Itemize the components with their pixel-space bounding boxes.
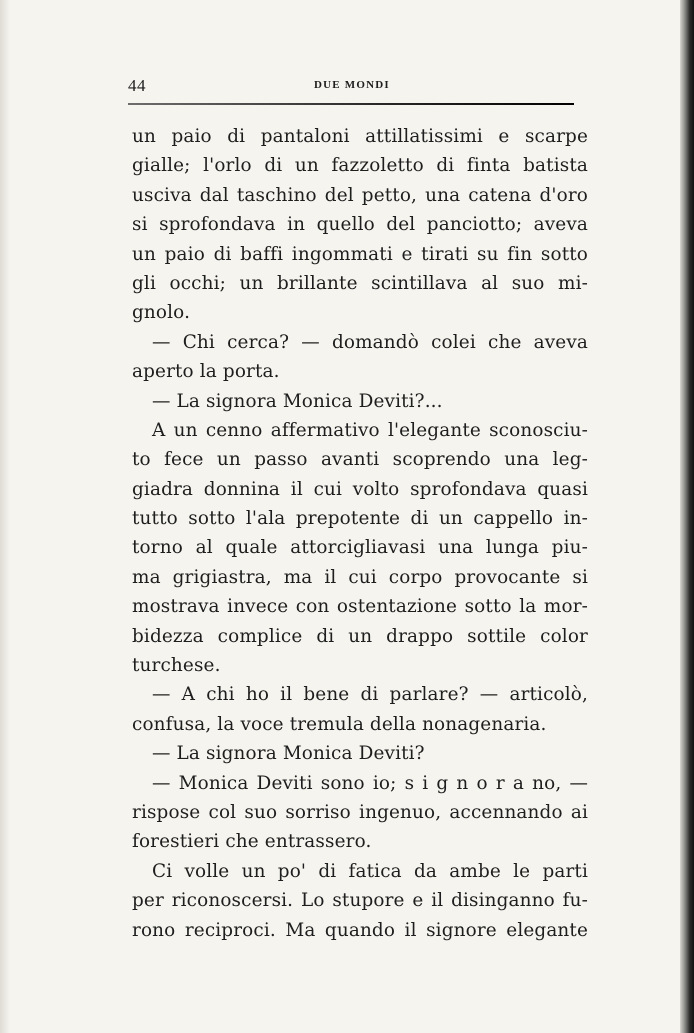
text-line: giadra donnina il cui volto sprofondava quasi xyxy=(132,478,588,500)
text-line: aperto la porta. xyxy=(132,361,280,383)
text-line: per riconoscersi. Lo stupore e il disinganno fu- xyxy=(132,890,588,912)
text-line: to fece un passo avanti scoprendo una leg- xyxy=(132,449,588,471)
text-line: un paio di pantaloni attillatissimi e scarpe xyxy=(132,126,588,147)
body-text xyxy=(132,122,588,945)
page-left-shadow xyxy=(0,0,10,1033)
text-line: bidezza complice di un drappo sottile color xyxy=(132,625,588,647)
text-line: mostrava invece con ostentazione sotto la mor- xyxy=(132,596,588,618)
text-line: — Chi cerca? — domandò colei che aveva xyxy=(152,331,588,353)
text-line: usciva dal taschino del petto, una catena d'oro xyxy=(132,184,588,206)
text-line: gli occhi; un brillante scintillava al suo mi- xyxy=(132,272,588,294)
text-line: gnolo. xyxy=(132,302,191,324)
text-line: gialle; l'orlo di un fazzoletto di finta batista xyxy=(132,155,588,177)
text-line: tutto sotto l'ala prepotente di un cappello in- xyxy=(132,508,588,530)
text-line: Ci volle un po' di fatica da ambe le parti xyxy=(152,860,588,882)
text-line: — A chi ho il bene di parlare? — articolò, xyxy=(152,684,588,706)
header-rule xyxy=(128,103,574,105)
text-line: rispose col suo sorriso ingenuo, accennando ai xyxy=(132,801,588,823)
text-line: — Monica Deviti sono io; s i g n o r a no, — xyxy=(152,772,588,794)
text-line: turchese. xyxy=(132,655,221,677)
text-line: — La signora Monica Deviti? xyxy=(152,743,425,765)
text-line: un paio di baffi ingommati e tirati su fin sotto xyxy=(132,243,588,265)
text-line: ma grigiastra, ma il cui corpo provocante si xyxy=(132,566,588,588)
text-line: A un cenno affermativo l'elegante sconosciu- xyxy=(152,419,588,441)
binding-edge xyxy=(680,0,694,1033)
page-number: 44 xyxy=(128,76,146,95)
text-line: forestieri che entrassero. xyxy=(132,831,372,853)
text-line: torno al quale attorcigliavasi una lunga piu- xyxy=(132,537,588,559)
running-title: DUE MONDI xyxy=(314,79,390,91)
text-line: confusa, la voce tremula della nonagenaria. xyxy=(132,713,547,735)
text-line: si sprofondava in quello del panciotto; aveva xyxy=(132,214,588,236)
text-line: rono reciproci. Ma quando il signore elegante xyxy=(132,919,588,941)
text-line: — La signora Monica Deviti?... xyxy=(152,390,443,412)
page-header xyxy=(128,76,572,100)
